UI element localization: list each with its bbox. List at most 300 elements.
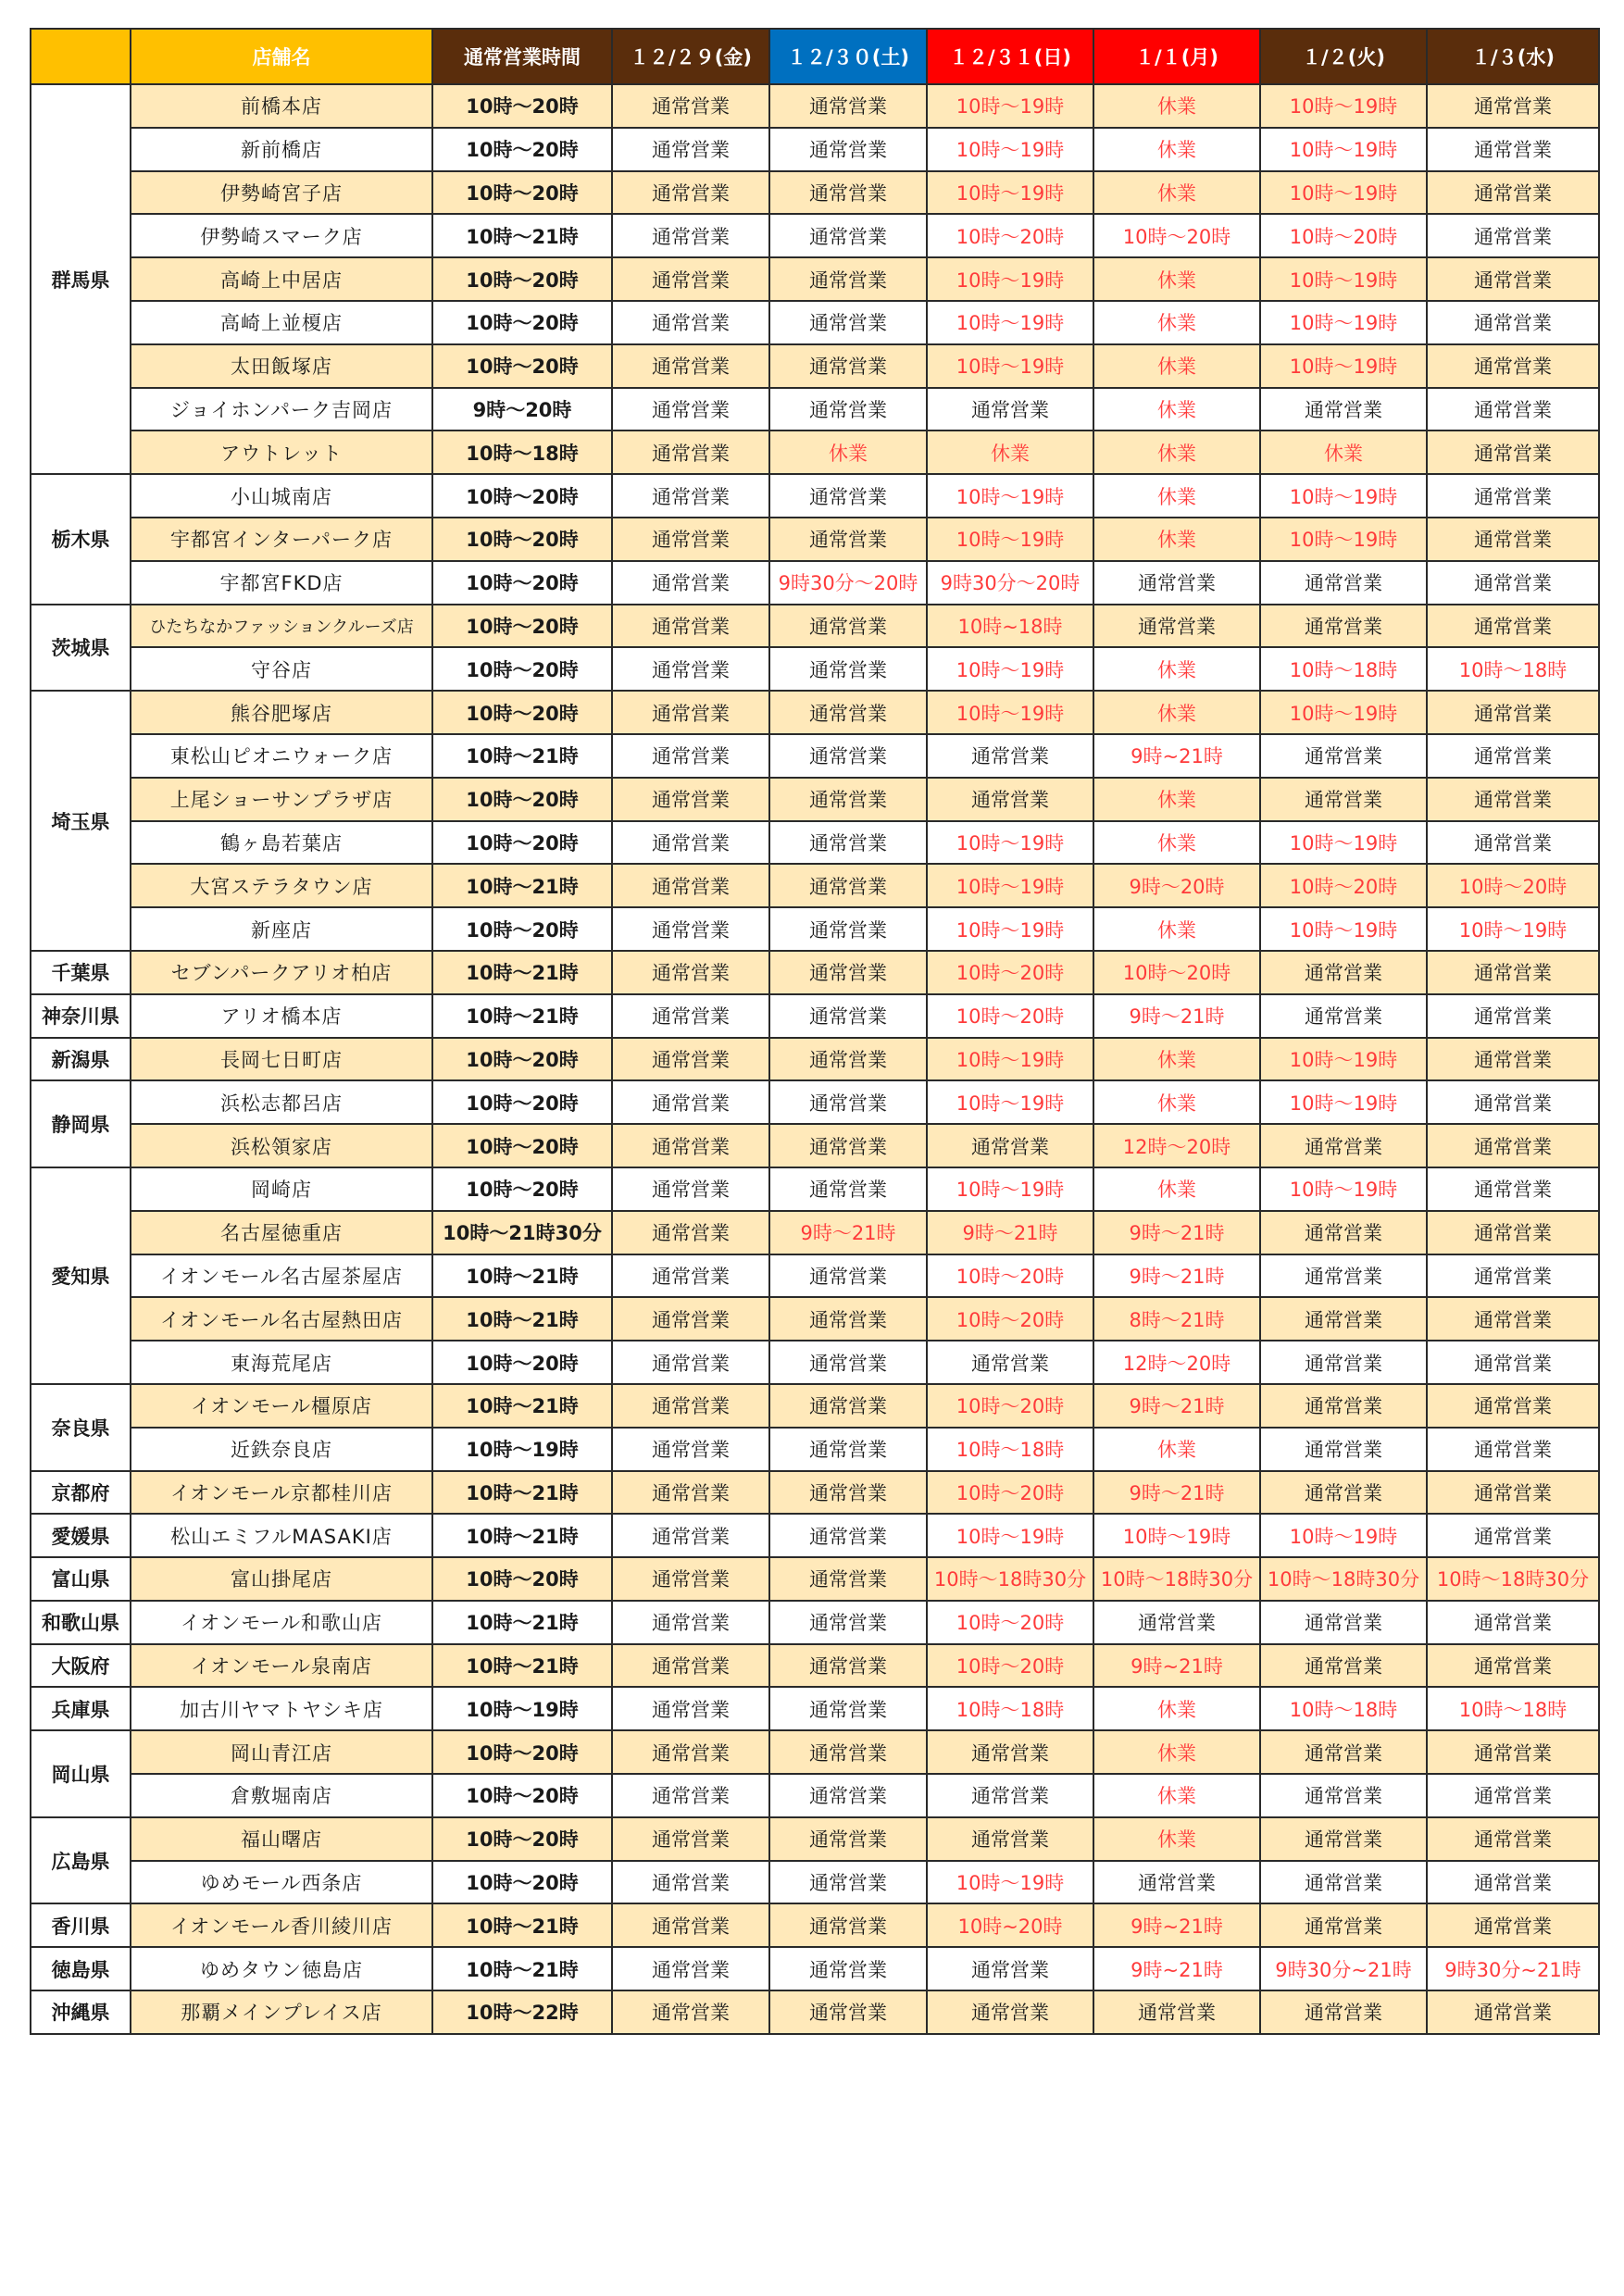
day-hours-cell: 10時～19時 bbox=[927, 301, 1093, 344]
day-hours-cell: 通常営業 bbox=[612, 1124, 769, 1167]
day-hours-cell: 休業 bbox=[1093, 1080, 1260, 1124]
day-hours-cell: 通常営業 bbox=[612, 84, 769, 128]
day-hours-cell: 10時～19時 bbox=[1260, 1167, 1427, 1211]
day-hours-cell: 通常営業 bbox=[1260, 1297, 1427, 1341]
day-hours-cell: 通常営業 bbox=[769, 778, 927, 821]
regular-hours-cell: 10時～20時 bbox=[432, 344, 612, 388]
day-hours-cell: 通常営業 bbox=[1093, 1990, 1260, 2034]
day-hours-cell: 10時～18時 bbox=[1260, 647, 1427, 691]
regular-hours-cell: 10時～21時 bbox=[432, 1471, 612, 1515]
day-hours-cell: 通常営業 bbox=[612, 257, 769, 301]
store-name-cell: 高崎上中居店 bbox=[131, 257, 432, 301]
prefecture-cell: 大阪府 bbox=[31, 1644, 131, 1688]
regular-hours-cell: 10時～21時 bbox=[432, 1601, 612, 1644]
regular-hours-cell: 10時～20時 bbox=[432, 1124, 612, 1167]
day-hours-cell: 通常営業 bbox=[1427, 84, 1599, 128]
regular-hours-cell: 10時～20時 bbox=[432, 171, 612, 215]
store-name-cell: ジョイホンパーク吉岡店 bbox=[131, 388, 432, 431]
store-name-cell: イオンモール和歌山店 bbox=[131, 1601, 432, 1644]
day-hours-cell: 通常営業 bbox=[612, 430, 769, 474]
prefecture-cell: 茨城県 bbox=[31, 605, 131, 692]
day-hours-cell: 通常営業 bbox=[769, 1730, 927, 1774]
day-hours-cell: 10時～19時 bbox=[1260, 907, 1427, 951]
day-hours-cell: 通常営業 bbox=[769, 1817, 927, 1861]
header-regular-hours: 通常営業時間 bbox=[432, 29, 612, 84]
table-row bbox=[31, 1471, 1599, 1515]
day-hours-cell: 10時～20時 bbox=[1260, 214, 1427, 257]
table-row bbox=[31, 994, 1599, 1038]
header-blank-cell bbox=[31, 29, 131, 84]
regular-hours-cell: 10時～21時 bbox=[432, 1254, 612, 1298]
day-hours-cell: 通常営業 bbox=[612, 1557, 769, 1601]
day-hours-cell: 通常営業 bbox=[1260, 1861, 1427, 1904]
day-hours-cell: 10時～19時 bbox=[927, 1080, 1093, 1124]
store-name-cell: 守谷店 bbox=[131, 647, 432, 691]
store-name-cell: イオンモール名古屋茶屋店 bbox=[131, 1254, 432, 1298]
table-row bbox=[31, 778, 1599, 821]
day-hours-cell: 9時～21時 bbox=[927, 1211, 1093, 1254]
prefecture-cell: 静岡県 bbox=[31, 1080, 131, 1167]
day-hours-cell: 通常営業 bbox=[769, 907, 927, 951]
regular-hours-cell: 10時～20時 bbox=[432, 1774, 612, 1817]
day-hours-cell: 通常営業 bbox=[1427, 257, 1599, 301]
day-hours-cell: 通常営業 bbox=[612, 388, 769, 431]
day-hours-cell: 10時～20時 bbox=[927, 1297, 1093, 1341]
day-hours-cell: 通常営業 bbox=[1427, 214, 1599, 257]
day-hours-cell: 通常営業 bbox=[769, 1384, 927, 1428]
day-hours-cell: 通常営業 bbox=[612, 647, 769, 691]
table-row bbox=[31, 214, 1599, 257]
prefecture-cell: 奈良県 bbox=[31, 1384, 131, 1471]
day-hours-cell: 休業 bbox=[1260, 430, 1427, 474]
day-hours-cell: 通常営業 bbox=[1260, 1211, 1427, 1254]
day-hours-cell: 9時~21時 bbox=[1093, 734, 1260, 778]
day-hours-cell: 通常営業 bbox=[612, 1341, 769, 1384]
day-hours-cell: 10時～19時 bbox=[1260, 257, 1427, 301]
day-hours-cell: 通常営業 bbox=[612, 1428, 769, 1471]
day-hours-cell: 休業 bbox=[1093, 518, 1260, 561]
store-name-cell: アリオ橋本店 bbox=[131, 994, 432, 1038]
store-name-cell: 前橋本店 bbox=[131, 84, 432, 128]
day-hours-cell: 通常営業 bbox=[1427, 778, 1599, 821]
day-hours-cell: 10時~18時 bbox=[927, 605, 1093, 648]
day-hours-cell: 10時～18時 bbox=[1260, 1687, 1427, 1730]
store-name-cell: 松山エミフルMASAKI店 bbox=[131, 1514, 432, 1557]
day-hours-cell: 通常営業 bbox=[612, 1947, 769, 1990]
day-hours-cell: 通常営業 bbox=[612, 561, 769, 605]
regular-hours-cell: 10時～20時 bbox=[432, 821, 612, 865]
table-row bbox=[31, 1080, 1599, 1124]
day-hours-cell: 通常営業 bbox=[1260, 1903, 1427, 1947]
day-hours-cell: 10時～20時 bbox=[927, 1644, 1093, 1688]
regular-hours-cell: 10時～21時 bbox=[432, 1644, 612, 1688]
day-hours-cell: 通常営業 bbox=[769, 605, 927, 648]
day-hours-cell: 10時～18時30分 bbox=[927, 1557, 1093, 1601]
day-hours-cell: 休業 bbox=[769, 430, 927, 474]
day-hours-cell: 通常営業 bbox=[769, 214, 927, 257]
prefecture-cell: 京都府 bbox=[31, 1471, 131, 1515]
prefecture-cell: 愛媛県 bbox=[31, 1514, 131, 1557]
day-hours-cell: 通常営業 bbox=[612, 1861, 769, 1904]
table-row bbox=[31, 128, 1599, 171]
regular-hours-cell: 10時～20時 bbox=[432, 1817, 612, 1861]
store-name-cell: イオンモール泉南店 bbox=[131, 1644, 432, 1688]
table-row bbox=[31, 1687, 1599, 1730]
header-date-jan2: １/２(火) bbox=[1260, 29, 1427, 84]
day-hours-cell: 通常営業 bbox=[1260, 1730, 1427, 1774]
day-hours-cell: 10時～19時 bbox=[927, 344, 1093, 388]
day-hours-cell: 通常営業 bbox=[769, 1167, 927, 1211]
day-hours-cell: 休業 bbox=[1093, 907, 1260, 951]
regular-hours-cell: 10時～20時 bbox=[432, 518, 612, 561]
day-hours-cell: 休業 bbox=[1093, 691, 1260, 734]
table-row bbox=[31, 1730, 1599, 1774]
table-row bbox=[31, 84, 1599, 128]
day-hours-cell: 通常営業 bbox=[1427, 1774, 1599, 1817]
day-hours-cell: 通常営業 bbox=[1427, 1297, 1599, 1341]
day-hours-cell: 9時30分～20時 bbox=[769, 561, 927, 605]
table-row bbox=[31, 301, 1599, 344]
table-row bbox=[31, 605, 1599, 648]
store-name-cell: イオンモール橿原店 bbox=[131, 1384, 432, 1428]
day-hours-cell: 10時～19時 bbox=[927, 171, 1093, 215]
day-hours-cell: 通常営業 bbox=[1427, 1601, 1599, 1644]
day-hours-cell: 通常営業 bbox=[612, 344, 769, 388]
day-hours-cell: 通常営業 bbox=[1427, 1167, 1599, 1211]
day-hours-cell: 通常営業 bbox=[769, 1471, 927, 1515]
day-hours-cell: 10時～19時 bbox=[927, 474, 1093, 518]
day-hours-cell: 通常営業 bbox=[1427, 1903, 1599, 1947]
day-hours-cell: 通常営業 bbox=[612, 1601, 769, 1644]
day-hours-cell: 休業 bbox=[1093, 1038, 1260, 1081]
day-hours-cell: 通常営業 bbox=[769, 1990, 927, 2034]
day-hours-cell: 通常営業 bbox=[1427, 518, 1599, 561]
regular-hours-cell: 10時～20時 bbox=[432, 561, 612, 605]
day-hours-cell: 10時～19時 bbox=[1260, 128, 1427, 171]
prefecture-cell: 岡山県 bbox=[31, 1730, 131, 1817]
store-name-cell: 大宮ステラタウン店 bbox=[131, 864, 432, 907]
day-hours-cell: 10時～20時 bbox=[927, 1384, 1093, 1428]
day-hours-cell: 10時～19時 bbox=[1093, 1514, 1260, 1557]
regular-hours-cell: 10時～18時 bbox=[432, 430, 612, 474]
regular-hours-cell: 10時～21時 bbox=[432, 1947, 612, 1990]
day-hours-cell: 通常営業 bbox=[1427, 344, 1599, 388]
day-hours-cell: 通常営業 bbox=[769, 1124, 927, 1167]
day-hours-cell: 8時～21時 bbox=[1093, 1297, 1260, 1341]
day-hours-cell: 通常営業 bbox=[1260, 1124, 1427, 1167]
day-hours-cell: 通常営業 bbox=[612, 1080, 769, 1124]
regular-hours-cell: 10時～21時 bbox=[432, 994, 612, 1038]
table-row bbox=[31, 1990, 1599, 2034]
day-hours-cell: 10時～19時 bbox=[927, 864, 1093, 907]
prefecture-cell: 徳島県 bbox=[31, 1947, 131, 1990]
regular-hours-cell: 10時～22時 bbox=[432, 1990, 612, 2034]
day-hours-cell: 通常営業 bbox=[612, 1730, 769, 1774]
regular-hours-cell: 10時～20時 bbox=[432, 691, 612, 734]
store-name-cell: 浜松志都呂店 bbox=[131, 1080, 432, 1124]
day-hours-cell: 10時～20時 bbox=[927, 1601, 1093, 1644]
day-hours-cell: 通常営業 bbox=[769, 1080, 927, 1124]
store-name-cell: 名古屋徳重店 bbox=[131, 1211, 432, 1254]
store-name-cell: 長岡七日町店 bbox=[131, 1038, 432, 1081]
day-hours-cell: 通常営業 bbox=[612, 1644, 769, 1688]
day-hours-cell: 10時～20時 bbox=[1093, 951, 1260, 994]
table-row bbox=[31, 1211, 1599, 1254]
regular-hours-cell: 10時～20時 bbox=[432, 84, 612, 128]
regular-hours-cell: 10時～20時 bbox=[432, 1080, 612, 1124]
prefecture-cell: 兵庫県 bbox=[31, 1687, 131, 1730]
prefecture-cell: 沖縄県 bbox=[31, 1990, 131, 2034]
day-hours-cell: 休業 bbox=[1093, 128, 1260, 171]
day-hours-cell: 通常営業 bbox=[612, 821, 769, 865]
day-hours-cell: 通常営業 bbox=[1427, 1341, 1599, 1384]
day-hours-cell: 10時~20時 bbox=[927, 1903, 1093, 1947]
day-hours-cell: 10時～19時 bbox=[927, 907, 1093, 951]
header-date-dec29: １２/２９(金) bbox=[612, 29, 769, 84]
day-hours-cell: 通常営業 bbox=[769, 1254, 927, 1298]
store-name-cell: 那覇メインプレイス店 bbox=[131, 1990, 432, 2034]
store-name-cell: ひたちなかファッションクルーズ店 bbox=[131, 605, 432, 648]
day-hours-cell: 通常営業 bbox=[1260, 561, 1427, 605]
day-hours-cell: 通常営業 bbox=[1427, 994, 1599, 1038]
day-hours-cell: 通常営業 bbox=[769, 301, 927, 344]
day-hours-cell: 通常営業 bbox=[1260, 1817, 1427, 1861]
regular-hours-cell: 10時～21時 bbox=[432, 864, 612, 907]
day-hours-cell: 通常営業 bbox=[1427, 430, 1599, 474]
table-row bbox=[31, 430, 1599, 474]
day-hours-cell: 通常営業 bbox=[612, 1687, 769, 1730]
table-row bbox=[31, 1601, 1599, 1644]
day-hours-cell: 通常営業 bbox=[927, 1774, 1093, 1817]
table-row bbox=[31, 821, 1599, 865]
day-hours-cell: 10時～19時 bbox=[927, 691, 1093, 734]
store-name-cell: 岡山青江店 bbox=[131, 1730, 432, 1774]
day-hours-cell: 休業 bbox=[927, 430, 1093, 474]
day-hours-cell: 10時～19時 bbox=[927, 518, 1093, 561]
day-hours-cell: 10時～19時 bbox=[927, 128, 1093, 171]
day-hours-cell: 通常営業 bbox=[1427, 1644, 1599, 1688]
day-hours-cell: 9時～21時 bbox=[1093, 1384, 1260, 1428]
day-hours-cell: 9時～21時 bbox=[1093, 994, 1260, 1038]
day-hours-cell: 通常営業 bbox=[612, 214, 769, 257]
day-hours-cell: 通常営業 bbox=[1260, 951, 1427, 994]
day-hours-cell: 12時～20時 bbox=[1093, 1341, 1260, 1384]
day-hours-cell: 休業 bbox=[1093, 1730, 1260, 1774]
regular-hours-cell: 10時～20時 bbox=[432, 1167, 612, 1211]
schedule-body bbox=[31, 84, 1599, 2034]
day-hours-cell: 10時～19時 bbox=[1427, 907, 1599, 951]
day-hours-cell: 休業 bbox=[1093, 1428, 1260, 1471]
store-name-cell: 東松山ピオニウォーク店 bbox=[131, 734, 432, 778]
table-row bbox=[31, 388, 1599, 431]
day-hours-cell: 10時～19時 bbox=[927, 1514, 1093, 1557]
day-hours-cell: 通常営業 bbox=[1260, 1471, 1427, 1515]
store-name-cell: 東海荒尾店 bbox=[131, 1341, 432, 1384]
day-hours-cell: 10時～19時 bbox=[1260, 821, 1427, 865]
day-hours-cell: 10時～19時 bbox=[927, 647, 1093, 691]
day-hours-cell: 通常営業 bbox=[1093, 1861, 1260, 1904]
table-row bbox=[31, 907, 1599, 951]
day-hours-cell: 通常営業 bbox=[769, 1947, 927, 1990]
header-date-jan3: １/３(水) bbox=[1427, 29, 1599, 84]
day-hours-cell: 通常営業 bbox=[769, 1687, 927, 1730]
day-hours-cell: 通常営業 bbox=[612, 778, 769, 821]
table-row bbox=[31, 1124, 1599, 1167]
table-row bbox=[31, 1254, 1599, 1298]
store-name-cell: 近鉄奈良店 bbox=[131, 1428, 432, 1471]
table-row bbox=[31, 734, 1599, 778]
day-hours-cell: 10時～18時30分 bbox=[1093, 1557, 1260, 1601]
day-hours-cell: 通常営業 bbox=[612, 605, 769, 648]
table-row bbox=[31, 1817, 1599, 1861]
day-hours-cell: 10時～20時 bbox=[927, 1471, 1093, 1515]
day-hours-cell: 通常営業 bbox=[612, 171, 769, 215]
day-hours-cell: 9時～21時 bbox=[1093, 1471, 1260, 1515]
day-hours-cell: 10時～20時 bbox=[1427, 864, 1599, 907]
regular-hours-cell: 10時～21時30分 bbox=[432, 1211, 612, 1254]
store-name-cell: 浜松領家店 bbox=[131, 1124, 432, 1167]
store-name-cell: 伊勢崎宮子店 bbox=[131, 171, 432, 215]
day-hours-cell: 通常営業 bbox=[1427, 1428, 1599, 1471]
day-hours-cell: 通常営業 bbox=[1427, 734, 1599, 778]
day-hours-cell: 通常営業 bbox=[927, 1730, 1093, 1774]
day-hours-cell: 通常営業 bbox=[612, 1774, 769, 1817]
prefecture-cell: 愛知県 bbox=[31, 1167, 131, 1384]
day-hours-cell: 通常営業 bbox=[612, 1471, 769, 1515]
day-hours-cell: 休業 bbox=[1093, 84, 1260, 128]
day-hours-cell: 通常営業 bbox=[1427, 561, 1599, 605]
regular-hours-cell: 10時～20時 bbox=[432, 647, 612, 691]
day-hours-cell: 通常営業 bbox=[1427, 1990, 1599, 2034]
day-hours-cell: 通常営業 bbox=[927, 778, 1093, 821]
day-hours-cell: 通常営業 bbox=[612, 864, 769, 907]
store-name-cell: 上尾ショーサンプラザ店 bbox=[131, 778, 432, 821]
store-name-cell: 加古川ヤマトヤシキ店 bbox=[131, 1687, 432, 1730]
regular-hours-cell: 10時～20時 bbox=[432, 1557, 612, 1601]
day-hours-cell: 通常営業 bbox=[927, 734, 1093, 778]
day-hours-cell: 通常営業 bbox=[1260, 388, 1427, 431]
regular-hours-cell: 10時～21時 bbox=[432, 1903, 612, 1947]
day-hours-cell: 10時～19時 bbox=[1260, 301, 1427, 344]
day-hours-cell: 通常営業 bbox=[769, 691, 927, 734]
regular-hours-cell: 10時～20時 bbox=[432, 778, 612, 821]
prefecture-cell: 富山県 bbox=[31, 1557, 131, 1601]
table-row bbox=[31, 1644, 1599, 1688]
day-hours-cell: 通常営業 bbox=[1427, 821, 1599, 865]
day-hours-cell: 通常営業 bbox=[1260, 1990, 1427, 2034]
regular-hours-cell: 10時～21時 bbox=[432, 214, 612, 257]
table-row bbox=[31, 1947, 1599, 1990]
table-row bbox=[31, 647, 1599, 691]
day-hours-cell: 通常営業 bbox=[612, 907, 769, 951]
prefecture-cell: 香川県 bbox=[31, 1903, 131, 1947]
day-hours-cell: 通常営業 bbox=[927, 1124, 1093, 1167]
day-hours-cell: 通常営業 bbox=[769, 344, 927, 388]
header-date-dec30: １２/３０(土) bbox=[769, 29, 927, 84]
day-hours-cell: 通常営業 bbox=[612, 128, 769, 171]
regular-hours-cell: 10時～20時 bbox=[432, 1730, 612, 1774]
day-hours-cell: 休業 bbox=[1093, 388, 1260, 431]
day-hours-cell: 休業 bbox=[1093, 778, 1260, 821]
regular-hours-cell: 9時～20時 bbox=[432, 388, 612, 431]
day-hours-cell: 通常営業 bbox=[769, 951, 927, 994]
day-hours-cell: 10時～19時 bbox=[927, 257, 1093, 301]
day-hours-cell: 10時～19時 bbox=[927, 821, 1093, 865]
day-hours-cell: 9時~21時 bbox=[1093, 1947, 1260, 1990]
day-hours-cell: 通常営業 bbox=[769, 1644, 927, 1688]
regular-hours-cell: 10時～19時 bbox=[432, 1428, 612, 1471]
table-row bbox=[31, 1557, 1599, 1601]
day-hours-cell: 通常営業 bbox=[927, 1817, 1093, 1861]
regular-hours-cell: 10時～21時 bbox=[432, 1297, 612, 1341]
prefecture-cell: 新潟県 bbox=[31, 1038, 131, 1081]
day-hours-cell: 10時～19時 bbox=[1260, 1038, 1427, 1081]
day-hours-cell: 通常営業 bbox=[1427, 1038, 1599, 1081]
store-name-cell: セブンパークアリオ柏店 bbox=[131, 951, 432, 994]
day-hours-cell: 10時～20時 bbox=[927, 994, 1093, 1038]
day-hours-cell: 10時～19時 bbox=[927, 84, 1093, 128]
day-hours-cell: 10時～20時 bbox=[1260, 864, 1427, 907]
day-hours-cell: 10時～18時30分 bbox=[1260, 1557, 1427, 1601]
day-hours-cell: 通常営業 bbox=[612, 1254, 769, 1298]
day-hours-cell: 休業 bbox=[1093, 1817, 1260, 1861]
day-hours-cell: 通常営業 bbox=[769, 864, 927, 907]
prefecture-cell: 神奈川県 bbox=[31, 994, 131, 1038]
day-hours-cell: 10時～18時 bbox=[1427, 1687, 1599, 1730]
store-name-cell: 倉敷堀南店 bbox=[131, 1774, 432, 1817]
table-row bbox=[31, 951, 1599, 994]
regular-hours-cell: 10時～20時 bbox=[432, 257, 612, 301]
day-hours-cell: 10時～19時 bbox=[1260, 171, 1427, 215]
day-hours-cell: 通常営業 bbox=[1427, 171, 1599, 215]
day-hours-cell: 通常営業 bbox=[612, 1817, 769, 1861]
table-row bbox=[31, 1428, 1599, 1471]
table-row bbox=[31, 864, 1599, 907]
day-hours-cell: 通常営業 bbox=[1427, 1514, 1599, 1557]
table-row bbox=[31, 1514, 1599, 1557]
day-hours-cell: 10時～18時 bbox=[927, 1428, 1093, 1471]
day-hours-cell: 通常営業 bbox=[769, 128, 927, 171]
day-hours-cell: 10時～20時 bbox=[1093, 214, 1260, 257]
prefecture-cell: 埼玉県 bbox=[31, 691, 131, 951]
store-name-cell: 富山掛尾店 bbox=[131, 1557, 432, 1601]
day-hours-cell: 通常営業 bbox=[1427, 691, 1599, 734]
day-hours-cell: 通常営業 bbox=[612, 994, 769, 1038]
day-hours-cell: 9時～20時 bbox=[1093, 864, 1260, 907]
day-hours-cell: 通常営業 bbox=[769, 734, 927, 778]
day-hours-cell: 通常営業 bbox=[769, 1861, 927, 1904]
regular-hours-cell: 10時～20時 bbox=[432, 301, 612, 344]
day-hours-cell: 通常営業 bbox=[769, 474, 927, 518]
day-hours-cell: 通常営業 bbox=[1427, 128, 1599, 171]
day-hours-cell: 9時~21時 bbox=[1093, 1644, 1260, 1688]
prefecture-cell: 和歌山県 bbox=[31, 1601, 131, 1644]
day-hours-cell: 通常営業 bbox=[612, 1514, 769, 1557]
store-name-cell: 鶴ヶ島若葉店 bbox=[131, 821, 432, 865]
day-hours-cell: 通常営業 bbox=[927, 1990, 1093, 2034]
day-hours-cell: 通常営業 bbox=[1260, 1428, 1427, 1471]
day-hours-cell: 通常営業 bbox=[769, 257, 927, 301]
day-hours-cell: 10時～19時 bbox=[927, 1038, 1093, 1081]
day-hours-cell: 10時～18時 bbox=[927, 1687, 1093, 1730]
store-name-cell: 伊勢崎スマーク店 bbox=[131, 214, 432, 257]
day-hours-cell: 通常営業 bbox=[1427, 1254, 1599, 1298]
day-hours-cell: 12時～20時 bbox=[1093, 1124, 1260, 1167]
store-name-cell: 新座店 bbox=[131, 907, 432, 951]
day-hours-cell: 通常営業 bbox=[769, 1297, 927, 1341]
day-hours-cell: 9時30分~21時 bbox=[1427, 1947, 1599, 1990]
day-hours-cell: 10時～18時 bbox=[1427, 647, 1599, 691]
